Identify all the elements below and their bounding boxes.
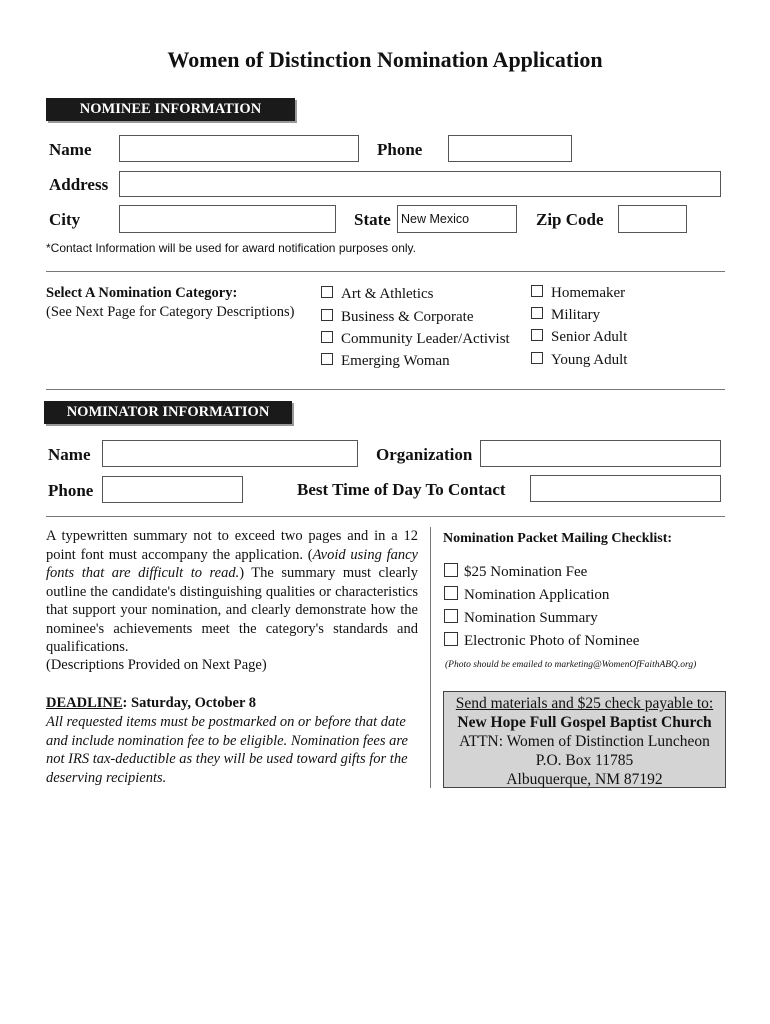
nominator-organization-input[interactable] (480, 440, 721, 467)
nominator-name-label: Name (48, 445, 91, 464)
mailing-instruction: Send materials and $25 check payable to: (455, 695, 714, 712)
checkbox[interactable] (321, 309, 333, 321)
checklist-item-application[interactable]: Nomination Application (444, 586, 609, 604)
summary-instructions: A typewritten summary not to exceed two pages and in a 12 point font must accompany the application. (Avoid using fancy fonts that are difficult to read.) The summary must clearly outline the candidate's distinguishing qualities or characteristics that support your nomination, and clearly demonstrate how the nominee's achievements meet the category's standards and qualifications. (46, 528, 418, 655)
checkbox[interactable] (444, 609, 458, 623)
mailing-payee: New Hope Full Gospel Baptist Church (457, 714, 712, 731)
nominator-phone-input[interactable] (102, 476, 243, 503)
category-option-business-corporate[interactable]: Business & Corporate (321, 309, 474, 326)
checkbox[interactable] (531, 307, 543, 319)
contact-note: *Contact Information will be used for award notification purposes only. (46, 241, 416, 255)
checkbox[interactable] (444, 586, 458, 600)
checklist-item-fee[interactable]: $25 Nomination Fee (444, 563, 587, 581)
nominator-phone-label: Phone (48, 481, 94, 500)
category-option-young-adult[interactable]: Young Adult (531, 352, 627, 369)
mailing-attn: ATTN: Women of Distinction Luncheon (459, 733, 710, 750)
checkbox[interactable] (321, 353, 333, 365)
deadline: DEADLINE: Saturday, October 8 (46, 695, 256, 711)
divider (46, 271, 725, 272)
category-option-homemaker[interactable]: Homemaker (531, 285, 625, 302)
checkbox[interactable] (321, 331, 333, 343)
nominee-zip-label: Zip Code (536, 210, 604, 229)
best-time-label: Best Time of Day To Contact (297, 480, 506, 499)
nominee-name-label: Name (49, 140, 92, 159)
nominee-name-input[interactable] (119, 135, 359, 162)
nominee-address-label: Address (49, 175, 109, 194)
photo-email-note: (Photo should be emailed to marketing@WomenOfFaithABQ.org) (445, 660, 697, 670)
checklist-item-photo[interactable]: Electronic Photo of Nominee (444, 632, 639, 650)
nominee-city-input[interactable] (119, 205, 336, 233)
nominee-state-label: State (354, 210, 391, 229)
deadline-details: All requested items must be postmarked on or before that date and include nomination fee to be eligible. Nomination fees are not IRS tax-deductible as they will be used toward gifts for the deserving recipients. (46, 714, 408, 786)
nominee-phone-label: Phone (377, 140, 423, 159)
nominee-state-input[interactable]: New Mexico (397, 205, 517, 233)
checkbox[interactable] (321, 286, 333, 298)
nominator-section-header: NOMINATOR INFORMATION (44, 401, 292, 424)
mailing-address-box (443, 691, 726, 788)
mailing-po-box: P.O. Box 11785 (535, 752, 634, 769)
category-subheading: (See Next Page for Category Descriptions) (46, 304, 295, 320)
category-option-senior-adult[interactable]: Senior Adult (531, 329, 627, 346)
category-option-art-athletics[interactable]: Art & Athletics (321, 286, 434, 303)
nominee-phone-input[interactable] (448, 135, 572, 162)
nominee-section-header: NOMINEE INFORMATION (46, 98, 295, 121)
checkbox[interactable] (444, 563, 458, 577)
checklist-item-summary[interactable]: Nomination Summary (444, 609, 598, 627)
category-heading: Select A Nomination Category: (46, 285, 238, 301)
checkbox[interactable] (531, 329, 543, 341)
column-divider (430, 527, 431, 788)
descriptions-note: (Descriptions Provided on Next Page) (46, 657, 267, 673)
category-option-community-leader[interactable]: Community Leader/Activist (321, 331, 510, 348)
checkbox[interactable] (531, 352, 543, 364)
checkbox[interactable] (444, 632, 458, 646)
divider (46, 516, 725, 517)
page-title: Women of Distinction Nomination Application (167, 47, 603, 72)
nominator-name-input[interactable] (102, 440, 358, 467)
category-option-emerging-woman[interactable]: Emerging Woman (321, 353, 450, 370)
best-time-input[interactable] (530, 475, 721, 502)
divider (46, 389, 725, 390)
nominator-organization-label: Organization (376, 445, 473, 464)
checklist-heading: Nomination Packet Mailing Checklist: (443, 531, 673, 546)
nominee-zip-input[interactable] (618, 205, 687, 233)
nominee-address-input[interactable] (119, 171, 721, 197)
mailing-city-state-zip: Albuquerque, NM 87192 (506, 771, 663, 788)
nominee-city-label: City (49, 210, 81, 229)
category-option-military[interactable]: Military (531, 307, 600, 324)
checkbox[interactable] (531, 285, 543, 297)
